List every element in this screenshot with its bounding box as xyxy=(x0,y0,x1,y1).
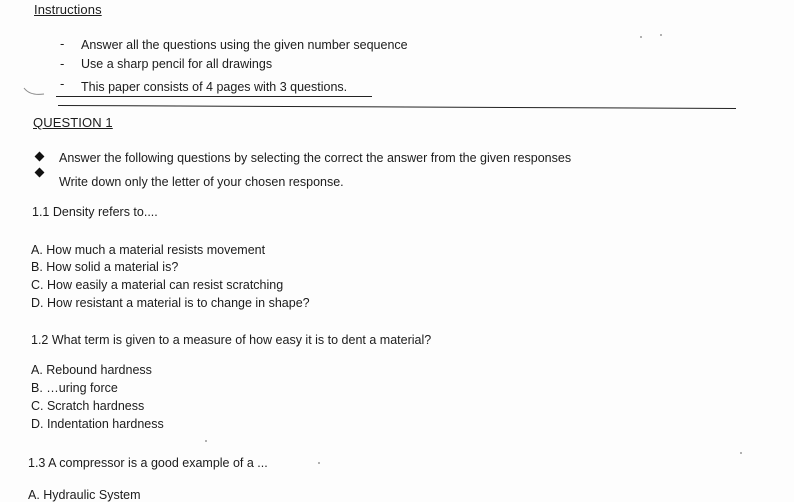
instruction-item: Answer all the questions using the given number sequence xyxy=(81,38,408,52)
answer-option: C. How easily a material can resist scratching xyxy=(31,278,284,292)
question-prompt: 1.1 Density refers to.... xyxy=(32,205,158,219)
direction-item: Answer the following questions by selecting the correct the answer from the given responses xyxy=(59,151,572,165)
answer-option: B. …uring force xyxy=(31,381,118,395)
answer-option: B. How solid a material is? xyxy=(31,260,179,274)
instruction-bullet: - xyxy=(60,76,65,91)
question1-heading: QUESTION 1 xyxy=(33,115,113,130)
diamond-bullet-icon xyxy=(35,168,45,178)
diamond-bullet-icon xyxy=(35,152,45,162)
scan-speck xyxy=(640,36,642,38)
instruction-underline xyxy=(56,96,372,97)
instructions-heading: Instructions xyxy=(34,2,102,17)
question-prompt: 1.3 A compressor is a good example of a ... xyxy=(28,456,268,470)
answer-option: A. How much a material resists movement xyxy=(31,243,266,257)
answer-option: D. Indentation hardness xyxy=(31,417,164,431)
answer-option: A. Hydraulic System xyxy=(28,488,141,502)
answer-option: C. Scratch hardness xyxy=(31,399,145,413)
instruction-item: Use a sharp pencil for all drawings xyxy=(81,57,273,71)
scan-speck xyxy=(660,34,662,36)
scan-speck xyxy=(205,440,207,442)
direction-item: Write down only the letter of your chosen response. xyxy=(59,175,344,189)
answer-option: D. How resistant a material is to change in shape? xyxy=(31,296,310,310)
question-prompt: 1.2 What term is given to a measure of how easy it is to dent a material? xyxy=(31,333,432,347)
answer-option: A. Rebound hardness xyxy=(31,363,152,377)
section-divider xyxy=(58,105,736,109)
instruction-item: This paper consists of 4 pages with 3 questions. xyxy=(81,80,348,94)
scan-mark xyxy=(22,84,48,98)
scan-speck xyxy=(740,452,742,454)
instruction-bullet: - xyxy=(60,56,65,71)
scan-speck xyxy=(318,462,320,464)
instruction-bullet: - xyxy=(60,36,65,51)
